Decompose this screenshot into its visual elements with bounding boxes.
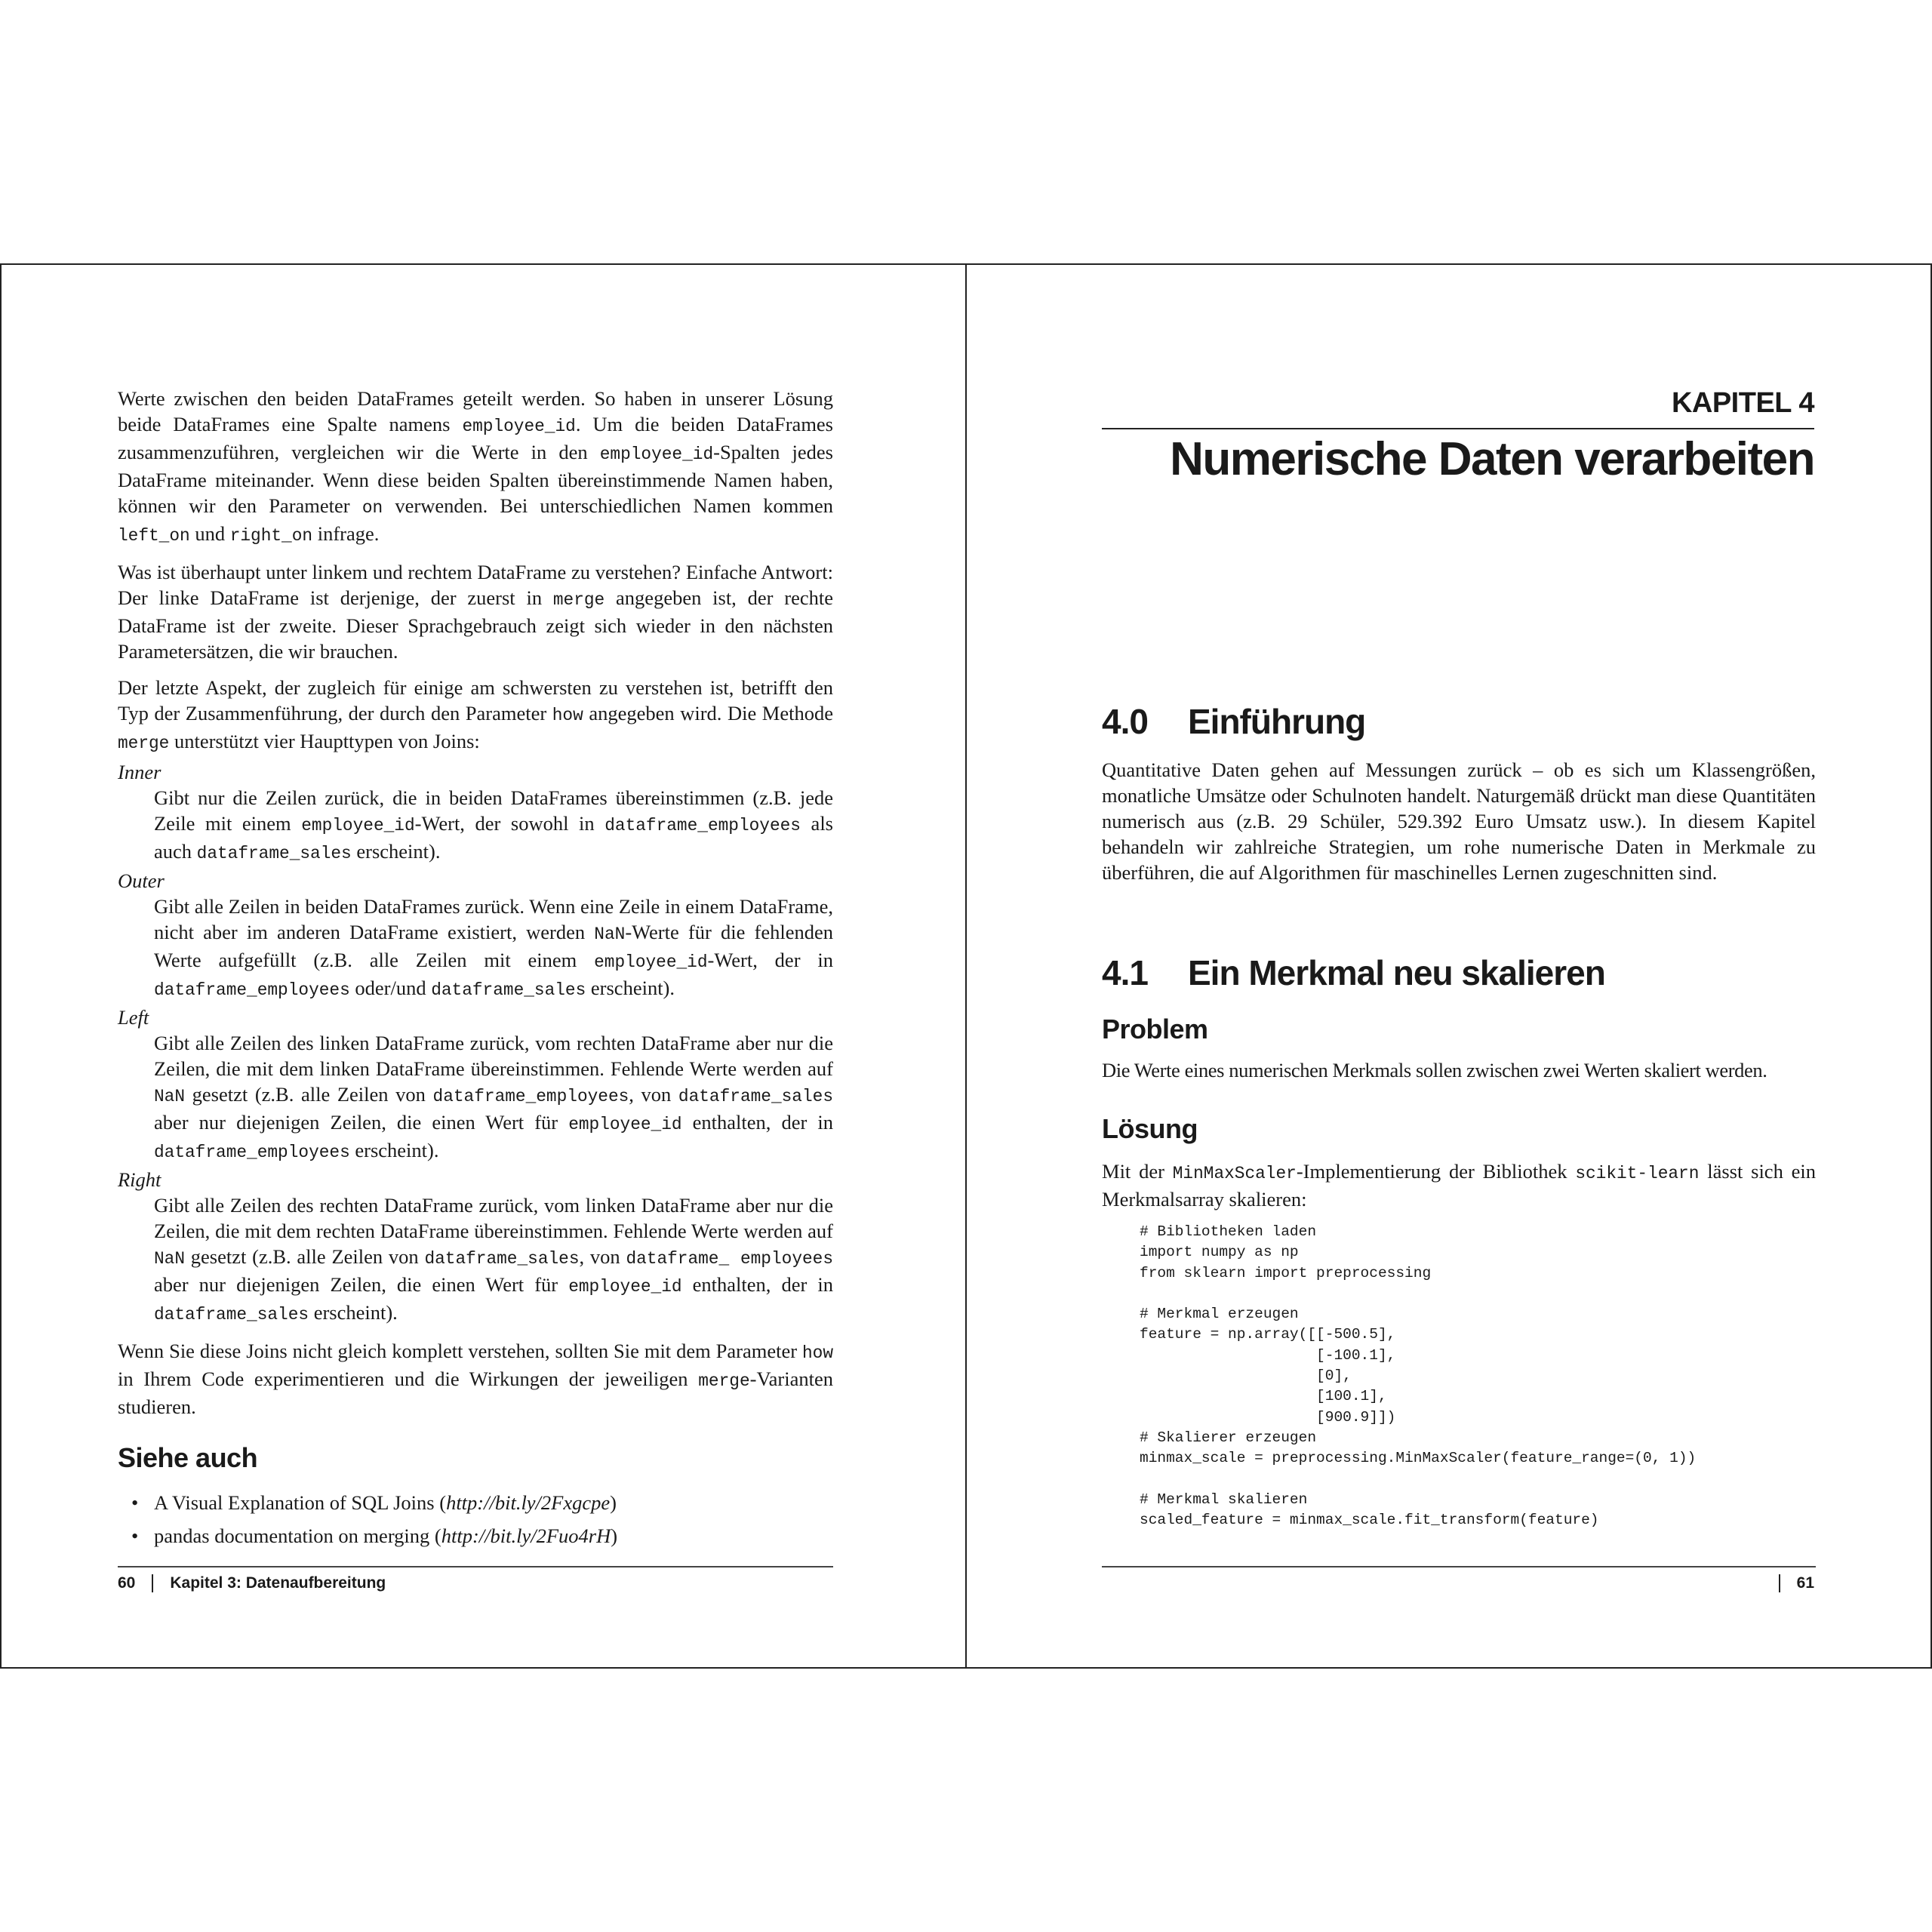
paragraph-merge-columns: Werte zwischen den beiden DataFrames geteilt werden. So haben in unserer Lösung beide DataFrames eine Spalte namens employee_id. Um die beiden DataFrames zusammenzuführen, vergleichen wir die Werte in den employee_id-Spalten jedes DataFrame miteinander. Wenn diese beiden Spalten übereinstimmende Namen haben, können wir den Parameter on verwenden. Bei unterschiedlichen Namen kommen left_on und right_on infrage. (118, 387, 833, 546)
page-number: 60 (118, 1574, 136, 1592)
join-def-inner: Gibt nur die Zeilen zurück, die in beiden DataFrames übereinstimmen (z.B. jede Zeile mit einem employee_id-Wert, der sowohl in dataframe_employees als auch dataframe_sales erscheint). (154, 786, 833, 863)
join-term-inner: Inner (118, 761, 162, 783)
paragraph-experiment: Wenn Sie diese Joins nicht gleich komplett verstehen, sollten Sie mit dem Parameter how in Ihrem Code experimentieren und die Wirkungen der jeweiligen merge-Varianten studieren. (118, 1340, 833, 1418)
join-def-left: Gibt alle Zeilen des linken DataFrame zurück, vom rechten DataFrame aber nur die Zeilen, die mit dem linken DataFrame übereinstimmen. Fehlende Werte werden auf NaN gesetzt (z.B. alle Zeilen von dataframe_employees, von dataframe_sales aber nur diejenigen Zeilen, die einen Wert für employee_id enthalten, der in dataframe_employees erscheint). (154, 1032, 833, 1162)
join-term-left: Left (118, 1006, 149, 1029)
paragraph-left-right-dataframe: Was ist überhaupt unter linkem und rechtem DataFrame zu verstehen? Einfache Antwort: Der linke DataFrame ist derjenige, der zuerst in merge angegeben ist, der rechte DataFrame ist der zweite. Dieser Sprachgebrauch zeigt sich wieder in den nächsten Parametersätzen, die wir brauchen. (118, 561, 833, 663)
bullet-icon: • (131, 1524, 139, 1547)
see-also-item-sql-joins: • A Visual Explanation of SQL Joins (http://bit.ly/2Fxgcpe) (118, 1486, 833, 1519)
paragraph-join-types: Der letzte Aspekt, der zugleich für einige am schwersten zu verstehen ist, betrifft den Typ der Zusammenführung, der durch den Parameter how angegeben wird. Die Methode merge unterstützt vier Haupttypen von Joins: (118, 676, 834, 753)
footer-separator (152, 1574, 153, 1592)
see-also-heading: Siehe auch (118, 1442, 258, 1473)
right-page-footer (1762, 1574, 1814, 1592)
chapter-title: Numerische Daten verarbeiten (1170, 433, 1814, 485)
right-page (966, 263, 1932, 1669)
footer-separator (1779, 1574, 1780, 1592)
footer-rule (118, 1566, 833, 1567)
join-term-outer: Outer (118, 869, 165, 892)
join-def-outer: Gibt alle Zeilen in beiden DataFrames zurück. Wenn eine Zeile in einem DataFrame, nicht aber im anderen DataFrame existiert, werden NaN-Werte für die fehlenden Werte aufgefüllt (z.B. alle Zeilen mit einem employee_id-Wert, der in dataframe_employees oder/und dataframe_sales erscheint). (154, 895, 833, 1000)
join-types-list (118, 759, 833, 1327)
link-sql-joins[interactable]: http://bit.ly/2Fxgcpe (446, 1491, 611, 1514)
left-page-footer (118, 1574, 386, 1592)
running-head-chapter: Kapitel 3: Datenaufbereitung (170, 1574, 386, 1592)
bullet-icon: • (131, 1491, 139, 1514)
code-block: # Bibliotheken laden import numpy as np from sklearn import preprocessing # Merkmal erzeugen feature = np.array([[-500.5], [-100.1], [0], [100.1], [900.9]]) # Skalierer erzeugen minmax_scale = preprocessing.MinMaxScaler(feature_range=(0, 1)) # Merkmal skalieren scaled_feature = minmax_scale.fit_transform(feature) (1140, 1223, 1697, 1529)
section-heading-4-0: 4.0 Einführung (1102, 702, 1366, 741)
left-page-body (118, 386, 833, 1552)
see-also-item-pandas-merging: • pandas documentation on merging (http://bit.ly/2Fuo4rH) (118, 1519, 833, 1552)
solution-heading: Lösung (1102, 1113, 1198, 1144)
join-term-right: Right (118, 1168, 162, 1191)
chapter-rule (1102, 428, 1814, 429)
join-def-right: Gibt alle Zeilen des rechten DataFrame zurück, vom linken DataFrame aber nur die Zeilen, die mit dem rechten DataFrame übereinstimmen. Fehlende Werte werden auf NaN gesetzt (z.B. alle Zeilen von dataframe_sales, von dataframe_ employees aber nur diejenigen Zeilen, die einen Wert für employee_id enthalten, der in dataframe_sales erscheint). (154, 1194, 834, 1324)
footer-rule (1102, 1566, 1816, 1567)
link-pandas-merging[interactable]: http://bit.ly/2Fuo4rH (441, 1524, 611, 1547)
problem-text: Die Werte eines numerischen Merkmals sollen zwischen zwei Werten skaliert werden. (1102, 1059, 1767, 1081)
page-number: 61 (1796, 1574, 1814, 1592)
intro-paragraph: Quantitative Daten gehen auf Messungen zurück – ob es sich um Klassengrößen, monatliche Umsätze oder Schulnoten handelt. Naturgemäß drückt man diese Quantitäten numerisch aus (z.B. 29 Schüler, 529.392 Euro Umsatz usw.). In diesem Kapitel behandeln wir zahlreiche Strategien, um rohe numerische Daten in Merkmale zu überführen, die auf Algorithmen für maschinelles Lernen zugeschnitten sind. (1102, 758, 1816, 884)
solution-text: Mit der MinMaxScaler-Implementierung der Bibliothek scikit-learn lässt sich ein Merkmalsarray skalieren: (1102, 1160, 1817, 1211)
problem-heading: Problem (1102, 1014, 1208, 1044)
left-page (0, 263, 966, 1669)
section-heading-4-1: 4.1 Ein Merkmal neu skalieren (1102, 953, 1605, 992)
chapter-label: KAPITEL 4 (1671, 387, 1814, 419)
see-also-list (118, 1486, 833, 1552)
